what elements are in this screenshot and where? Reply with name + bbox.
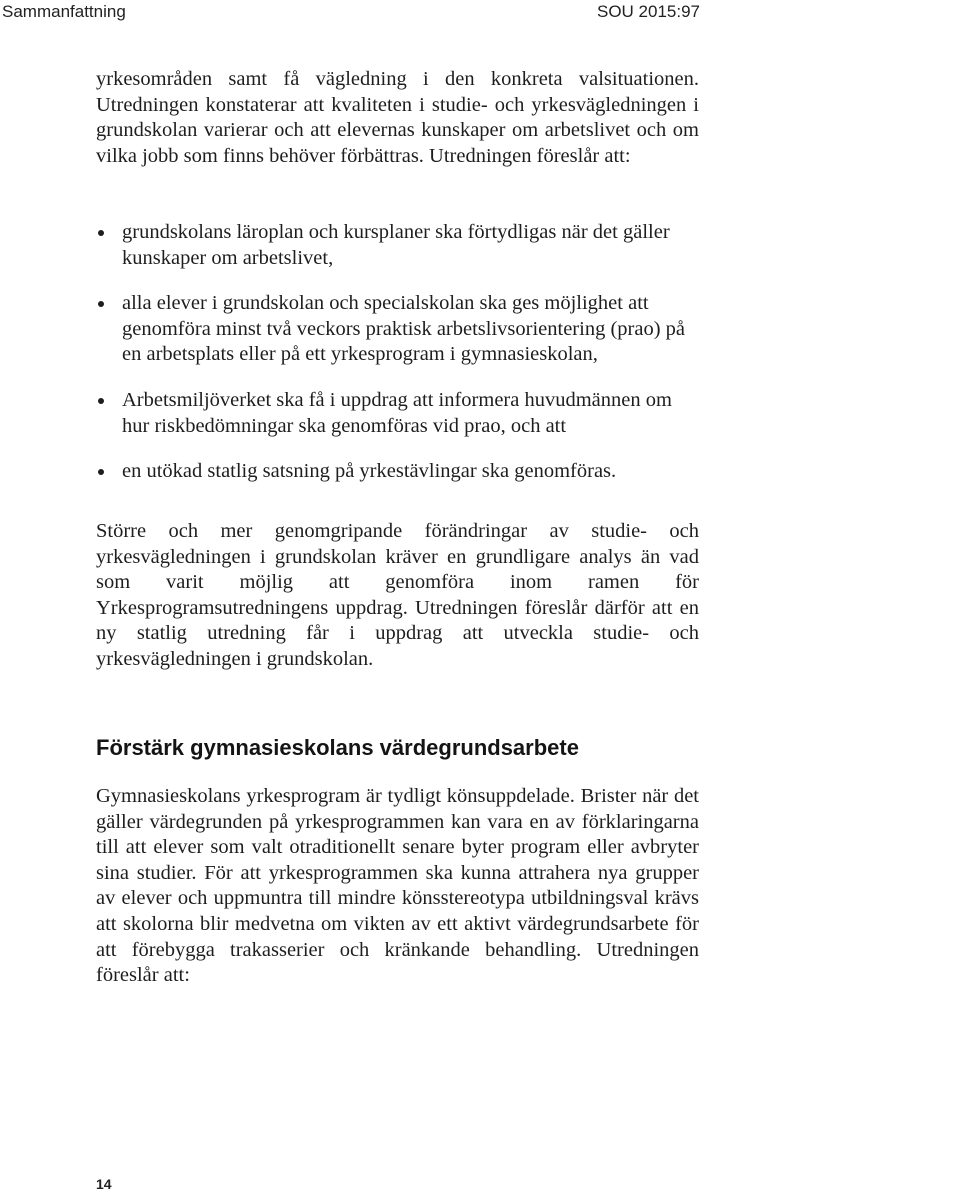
list-item-text: en utökad statlig satsning på yrkestävlingar ska genomföras. [122,460,617,483]
section-paragraph: Gymnasieskolans yrkesprogram är tydligt könsuppdelade. Brister när det gäller värdegrunden på yrkesprogrammen kan vara en av förklaringarna till att elever som valt otraditionellt senare byter program eller avbryter sina studier. För att yrkesprogrammen ska kunna attrahera nya grupper av elever och uppmuntra till mindre könsstereotypa utbildningsval krävs att skolorna blir medvetna om vikten av ett aktivt värdegrundsarbete för att förebygga trakasserier och kränkande behandling. Utredningen föreslår att: [96,785,699,987]
bullet-icon [98,398,104,404]
list-item-text: grundskolans läroplan och kursplaner ska förtydligas när det gäller kunskaper om arbetslivet, [122,221,670,269]
chapter-title: Sammanfattning [2,2,126,21]
intro-paragraph: yrkesområden samt få vägledning i den konkreta valsituationen. Utredningen konstaterar att kvaliteten i studie- och yrkesvägledningen i grundskolan varierar och att elevernas kunskaper om arbetslivet och om vilka jobb som finns behöver förbättras. Utredningen föreslår att: [96,68,699,167]
list-item [96,220,699,271]
list-item-text: alla elever i grundskolan och specialskolan ska ges möjlighet att genomföra minst två veckors praktisk arbetslivsorientering (prao) på en arbetsplats eller på ett yrkesprogram i gymnasieskolan, [122,292,686,366]
list-item [96,388,699,439]
analysis-paragraph: Större och mer genomgripande förändringar av studie- och yrkesvägledningen i grundskolan kräver en grundligare analys än vad som varit möjlig att genomföra inom ramen för Yrkesprogramsutredningens uppdrag. Utredningen föreslår därför att en ny statlig utredning får i uppdrag att utveckla studie- och yrkesvägledningen i grundskolan. [96,520,699,670]
list-item-text: Arbetsmiljöverket ska få i uppdrag att informera huvudmännen om hur riskbedömningar ska genomföras vid prao, och att [122,388,672,437]
bullet-icon [98,230,104,236]
proposal-list [96,220,699,505]
bullet-icon [98,301,104,307]
report-number: SOU 2015:97 [596,2,700,21]
list-item [96,459,699,485]
section-heading: Förstärk gymnasieskolans värdegrundsarbete [96,735,579,760]
list-item [96,291,699,368]
running-header [0,0,960,30]
page-number: 14 [96,1176,112,1192]
bullet-icon [98,469,104,475]
